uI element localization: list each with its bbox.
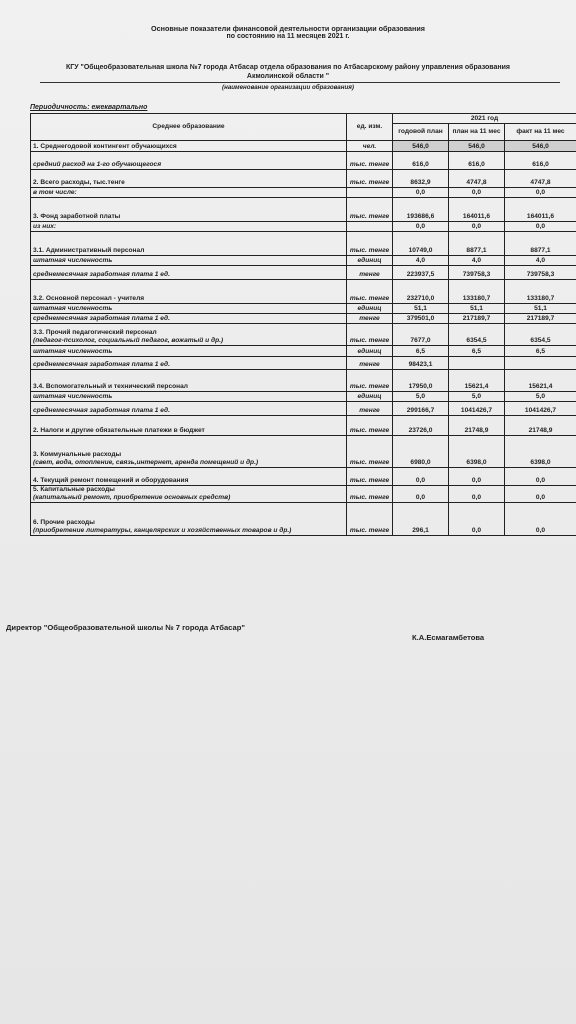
row-fact-11: 0,0 [505, 188, 576, 198]
row-label-text: среднемесячная заработная плата 1 ед. [33, 315, 170, 322]
row-annual-plan: 0,0 [393, 188, 449, 198]
row-unit: тыс. тенге [347, 370, 393, 392]
row-label-text: среднемесячная заработная плата 1 ед. [33, 271, 170, 278]
row-plan-11: 4,0 [449, 256, 505, 266]
row-plan-11: 21748,9 [449, 416, 505, 436]
row-fact-11: 15621,4 [505, 370, 576, 392]
table-row [31, 280, 576, 304]
table-header-row [31, 114, 576, 124]
row-label [31, 152, 347, 170]
row-fact-11: 8877,1 [505, 232, 576, 256]
table-row [31, 503, 576, 536]
signature-position: Директор "Общеобразовательной школы № 7 города Атбасар" [6, 623, 245, 632]
row-annual-plan: 51,1 [393, 304, 449, 314]
table-row [31, 324, 576, 346]
row-label-text: среднемесячная заработная плата 1 ед. [33, 361, 170, 368]
row-plan-11: 51,1 [449, 304, 505, 314]
row-annual-plan: 0,0 [393, 486, 449, 503]
table-row [31, 232, 576, 256]
row-fact-11: 0,0 [505, 503, 576, 536]
row-label [31, 304, 347, 314]
row-label-text: в том числе: [33, 189, 77, 196]
row-plan-11: 739758,3 [449, 266, 505, 280]
row-label [31, 222, 347, 232]
row-label-note: (педагог-психолог, социальный педагог, вожатый и др.) [33, 337, 224, 344]
row-label [31, 256, 347, 266]
row-fact-11: 616,0 [505, 152, 576, 170]
row-label-text: 5. Капитальные расходы [33, 486, 115, 493]
row-annual-plan: 0,0 [393, 468, 449, 486]
row-plan-11 [449, 357, 505, 370]
table-row [31, 357, 576, 370]
row-unit: тенге [347, 266, 393, 280]
row-plan-11: 0,0 [449, 222, 505, 232]
organization-name-cont: Акмолинской области " [246, 73, 330, 80]
row-annual-plan: 23726,0 [393, 416, 449, 436]
row-annual-plan: 4,0 [393, 256, 449, 266]
table-row [31, 416, 576, 436]
header-plan-11: план на 11 мес [449, 124, 505, 141]
row-plan-11: 616,0 [449, 152, 505, 170]
row-unit: тенге [347, 402, 393, 416]
row-annual-plan: 17950,0 [393, 370, 449, 392]
row-label-text: 3. Фонд заработной платы [33, 213, 121, 220]
row-annual-plan: 223937,5 [393, 266, 449, 280]
row-annual-plan: 616,0 [393, 152, 449, 170]
row-annual-plan: 7677,0 [393, 324, 449, 346]
table-row [31, 188, 576, 198]
row-label-text: средний расход на 1-го обучающегося [33, 161, 162, 168]
table-row [31, 436, 576, 468]
row-label [31, 141, 347, 152]
row-fact-11: 4,0 [505, 256, 576, 266]
row-annual-plan: 8632,9 [393, 170, 449, 188]
row-label [31, 324, 347, 346]
row-unit: тыс. тенге [347, 436, 393, 468]
row-plan-11: 8877,1 [449, 232, 505, 256]
table-row [31, 392, 576, 402]
row-label-note: (свет, вода, отопление, связь,интернет, аренда помещений и др.) [33, 459, 259, 466]
table-row [31, 266, 576, 280]
row-plan-11: 0,0 [449, 486, 505, 503]
row-fact-11: 133180,7 [505, 280, 576, 304]
row-label-text: штатная численность [33, 305, 113, 312]
row-unit: тыс. тенге [347, 416, 393, 436]
table-row [31, 256, 576, 266]
row-annual-plan: 0,0 [393, 222, 449, 232]
row-plan-11: 6354,5 [449, 324, 505, 346]
row-annual-plan: 98423,1 [393, 357, 449, 370]
table-row [31, 346, 576, 357]
row-unit: тыс. тенге [347, 468, 393, 486]
row-fact-11: 6354,5 [505, 324, 576, 346]
row-annual-plan: 546,0 [393, 141, 449, 152]
document-title: Основные показатели финансовой деятельности организации образования [151, 24, 425, 33]
row-plan-11: 5,0 [449, 392, 505, 402]
row-unit: чел. [347, 141, 393, 152]
row-label [31, 357, 347, 370]
row-annual-plan: 379501,0 [393, 314, 449, 324]
row-annual-plan: 299166,7 [393, 402, 449, 416]
row-label-text: среднемесячная заработная плата 1 ед. [33, 407, 170, 414]
row-unit: тыс. тенге [347, 324, 393, 346]
row-label-text: 2. Всего расходы, тыс.тенге [33, 179, 125, 186]
row-plan-11: 4747,8 [449, 170, 505, 188]
row-fact-11: 21748,9 [505, 416, 576, 436]
row-label [31, 486, 347, 503]
organization-underline [40, 82, 560, 83]
row-label [31, 346, 347, 357]
row-annual-plan: 6980,0 [393, 436, 449, 468]
row-label [31, 198, 347, 222]
row-annual-plan: 296,1 [393, 503, 449, 536]
row-fact-11: 0,0 [505, 468, 576, 486]
row-fact-11: 5,0 [505, 392, 576, 402]
row-unit: единиц [347, 304, 393, 314]
row-plan-11: 217189,7 [449, 314, 505, 324]
row-label [31, 188, 347, 198]
periodicity-label: Периодичность: ежеквартально [30, 104, 148, 111]
header-category: Среднее образование [31, 114, 347, 141]
table-row [31, 370, 576, 392]
row-label-text: 3. Коммунальные расходы [33, 451, 122, 458]
header-fact-11: факт на 11 мес [505, 124, 576, 141]
row-unit: тыс. тенге [347, 280, 393, 304]
row-label-text: 6. Прочие расходы [33, 519, 95, 526]
row-label [31, 468, 347, 486]
row-unit: единиц [347, 346, 393, 357]
table-row [31, 198, 576, 222]
table-row [31, 304, 576, 314]
row-label-text: штатная численность [33, 393, 113, 400]
row-fact-11: 6398,0 [505, 436, 576, 468]
row-label-text: штатная численность [33, 348, 113, 355]
row-label-text: 3.4. Вспомогательный и технический персонал [33, 383, 188, 390]
table-row [31, 486, 576, 503]
row-plan-11: 133180,7 [449, 280, 505, 304]
row-annual-plan: 6,5 [393, 346, 449, 357]
row-label-note: (приобретение литературы, канцелярских и хозяйственных товаров и др.) [33, 527, 292, 534]
row-fact-11: 0,0 [505, 222, 576, 232]
table-row [31, 314, 576, 324]
row-unit: тенге [347, 357, 393, 370]
row-fact-11: 217189,7 [505, 314, 576, 324]
row-label [31, 503, 347, 536]
row-fact-11: 51,1 [505, 304, 576, 314]
row-label [31, 170, 347, 188]
row-plan-11: 164011,6 [449, 198, 505, 222]
row-annual-plan: 193686,6 [393, 198, 449, 222]
row-label [31, 392, 347, 402]
row-fact-11: 739758,3 [505, 266, 576, 280]
row-fact-11: 546,0 [505, 141, 576, 152]
signature-name: К.А.Есмагамбетова [412, 633, 485, 642]
financial-table [30, 113, 576, 536]
row-unit: единиц [347, 392, 393, 402]
row-fact-11: 6,5 [505, 346, 576, 357]
table-row [31, 141, 576, 152]
row-plan-11: 0,0 [449, 468, 505, 486]
row-plan-11: 15621,4 [449, 370, 505, 392]
document-subtitle: по состоянию на 11 месяцев 2021 г. [226, 33, 350, 40]
row-label-text: 2. Налоги и другие обязательные платежи в бюджет [33, 427, 205, 434]
row-label [31, 436, 347, 468]
header-unit: ед. изм. [347, 114, 393, 141]
row-plan-11: 0,0 [449, 503, 505, 536]
row-label-text: 4. Текущий ремонт помещений и оборудования [33, 477, 189, 484]
row-unit: единиц [347, 256, 393, 266]
row-annual-plan: 5,0 [393, 392, 449, 402]
row-annual-plan: 10749,0 [393, 232, 449, 256]
row-unit: тенге [347, 314, 393, 324]
row-fact-11: 164011,6 [505, 198, 576, 222]
row-label [31, 402, 347, 416]
row-unit: тыс. тенге [347, 486, 393, 503]
row-fact-11: 0,0 [505, 486, 576, 503]
row-plan-11: 546,0 [449, 141, 505, 152]
row-label-text: 1. Среднегодовой контингент обучающихся [33, 143, 177, 150]
row-unit: тыс. тенге [347, 232, 393, 256]
row-label-note: (капитальный ремонт, приобретение основных средств) [33, 494, 231, 501]
row-plan-11: 6398,0 [449, 436, 505, 468]
row-label [31, 314, 347, 324]
row-annual-plan: 232710,0 [393, 280, 449, 304]
row-label-text: 3.2. Основной персонал - учителя [33, 295, 145, 302]
header-year: 2021 год [393, 114, 576, 124]
row-label-text: 3.1. Административный персонал [33, 247, 145, 254]
row-fact-11: 1041426,7 [505, 402, 576, 416]
organization-name: КГУ "Общеобразовательная школа №7 города Атбасар отдела образования по Атбасарскому району управления образования [65, 64, 511, 71]
row-label-text: из них: [33, 223, 57, 230]
row-unit: тыс. тенге [347, 198, 393, 222]
row-plan-11: 0,0 [449, 188, 505, 198]
row-plan-11: 6,5 [449, 346, 505, 357]
row-label [31, 266, 347, 280]
row-unit [347, 222, 393, 232]
header-annual-plan: годовой план [393, 124, 449, 141]
organization-caption: (наименование организации образования) [222, 84, 354, 91]
row-unit: тыс. тенге [347, 152, 393, 170]
row-label-text: штатная численность [33, 257, 113, 264]
table-row [31, 152, 576, 170]
table-row [31, 222, 576, 232]
table-row [31, 402, 576, 416]
table-row [31, 468, 576, 486]
row-label-text: 3.3. Прочий педагогический персонал [33, 329, 157, 336]
row-fact-11 [505, 357, 576, 370]
row-label [31, 280, 347, 304]
row-unit [347, 188, 393, 198]
row-label [31, 416, 347, 436]
row-plan-11: 1041426,7 [449, 402, 505, 416]
row-label [31, 232, 347, 256]
row-fact-11: 4747,8 [505, 170, 576, 188]
row-unit: тыс. тенге [347, 170, 393, 188]
table-row [31, 170, 576, 188]
row-label [31, 370, 347, 392]
row-unit: тыс. тенге [347, 503, 393, 536]
